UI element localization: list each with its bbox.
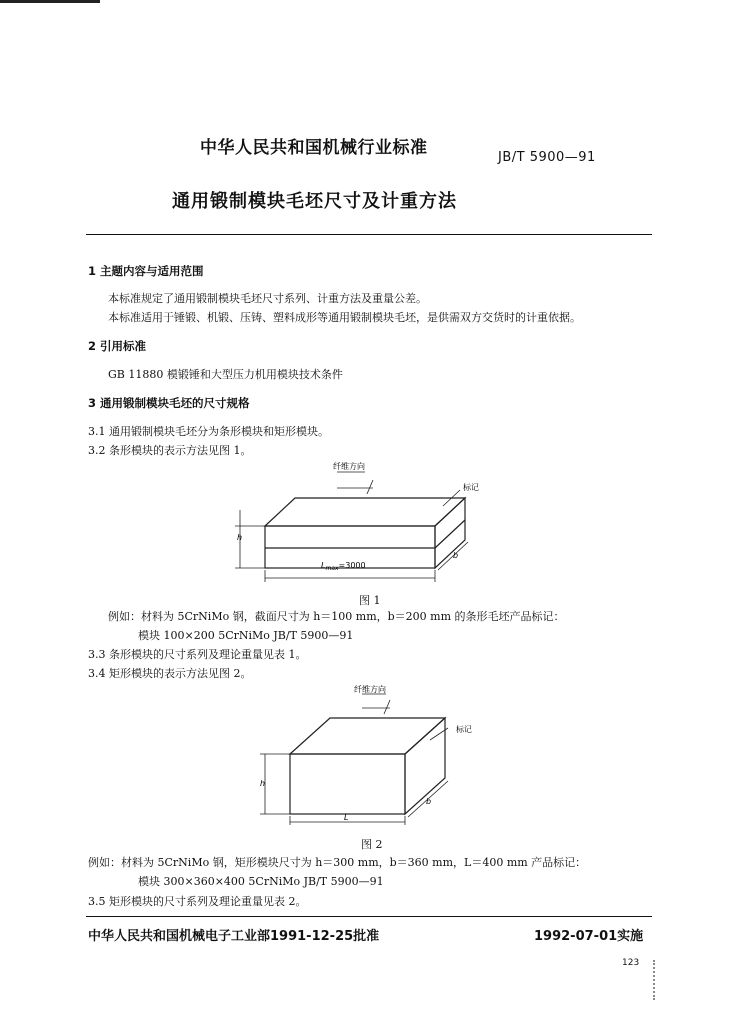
figure-1-caption: 图 1 [359, 594, 381, 607]
figure-2-caption: 图 2 [361, 838, 383, 851]
figure-1-length-subscript: max [325, 565, 339, 572]
standard-code: JB/T 5900—91 [498, 150, 596, 165]
document-title: 通用锻制模块毛坯尺寸及计重方法 [172, 191, 457, 212]
figure-1-length-symbol: L [321, 561, 326, 570]
scan-edge-mark [0, 0, 100, 3]
issuing-organization: 中华人民共和国机械行业标准 [200, 138, 428, 158]
clause-3-5: 3.5 矩形模块的尺寸系列及理论重量见表 2。 [88, 895, 307, 908]
approval-statement: 中华人民共和国机械电子工业部1991-12-25批准 [88, 929, 380, 944]
figure-1-h-label: h [237, 533, 243, 542]
effective-date: 1992-07-01实施 [534, 929, 644, 944]
example-2-description: 例如：材料为 5CrNiMo 钢，矩形模块尺寸为 h＝300 mm，b＝360 mm，L＝400 mm 产品标记： [88, 856, 587, 869]
figure-2-length-label: L [344, 813, 349, 822]
example-1-description: 例如：材料为 5CrNiMo 钢，截面尺寸为 h＝100 mm，b＝200 mm 的条形毛坯产品标记： [108, 610, 565, 623]
scan-margin-dots [653, 960, 659, 1000]
figure-1-bar-block-diagram [225, 458, 525, 588]
svg-text:Lmax=3000 [321, 561, 366, 572]
clause-3-1: 3.1 通用锻制模块毛坯分为条形模块和矩形模块。 [88, 425, 329, 438]
page-number: 123 [622, 958, 640, 968]
section-3-heading: 3 通用锻制模块毛坯的尺寸规格 [88, 396, 250, 410]
example-2-marking: 模块 300×360×400 5CrNiMo JB/T 5900—91 [138, 875, 384, 888]
clause-3-2: 3.2 条形模块的表示方法见图 1。 [88, 444, 252, 457]
section-1-paragraph-1: 本标准规定了通用锻制模块毛坯尺寸系列、计重方法及重量公差。 [108, 292, 427, 305]
section-1-paragraph-2: 本标准适用于锤锻、机锻、压铸、塑料成形等通用锻制模块毛坯，是供需双方交货时的计重依据。 [108, 311, 581, 324]
section-2-heading: 2 引用标准 [88, 339, 147, 353]
figure-2-rectangular-block-diagram [250, 680, 490, 830]
figure-1-b-label: b [453, 551, 459, 560]
figure-2-mark-label: 标记 [456, 725, 472, 734]
figure-2-fiber-label: 纤维方向 [354, 685, 386, 694]
clause-3-4: 3.4 矩形模块的表示方法见图 2。 [88, 667, 252, 680]
figure-1-length-value: =3000 [338, 561, 366, 570]
figure-2-b-label: b [426, 797, 432, 806]
clause-3-3: 3.3 条形模块的尺寸系列及理论重量见表 1。 [88, 648, 307, 661]
figure-1-mark-label: 标记 [463, 483, 479, 492]
section-1-heading: 1 主题内容与适用范围 [88, 264, 204, 278]
footer-rule [86, 916, 652, 917]
figure-1-fiber-label: 纤维方向 [333, 462, 365, 471]
example-1-marking: 模块 100×200 5CrNiMo JB/T 5900—91 [138, 629, 354, 642]
header-rule [86, 234, 652, 235]
section-2-reference: GB 11880 模锻锤和大型压力机用模块技术条件 [108, 368, 343, 381]
figure-2-h-label: h [260, 779, 266, 788]
